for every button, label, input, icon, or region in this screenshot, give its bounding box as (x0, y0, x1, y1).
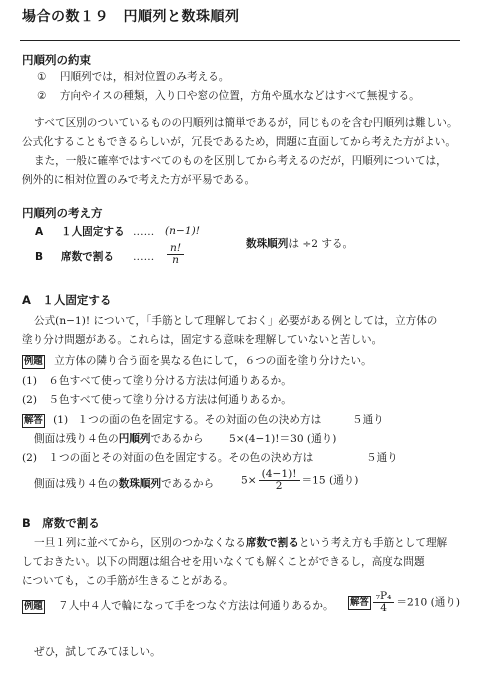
section-a-heading: A １人固定する (22, 293, 112, 307)
answer-2-line-1 (22, 452, 313, 465)
answer-1-line-2-pre: 側面は残り４色の (34, 433, 119, 445)
approach-b-denominator: n (172, 254, 179, 267)
section-a-p2: 塗り分け問題がある。これらは，固定する意味を理解していないと苦しい。 (22, 334, 383, 346)
answer-1-line-2 (34, 433, 204, 446)
intro-line-2: 公式化することもできるらしいが，冗長であるため，問題に直面してから考えた方がよい。 (22, 136, 456, 148)
question-1-text: ６色すべて使って塗り分ける方法は何通りあるか。 (48, 375, 292, 387)
answer-1-line-2-post: であるから (150, 433, 204, 445)
approach-b-label: 席数で割る (61, 251, 114, 263)
promise-item-1 (37, 71, 229, 84)
intro-line-4: 例外的に相対位置のみで考えた方が平易である。 (22, 174, 256, 186)
section-b-p2: しておきたい。以下の問題は組合せを用いなくても解くことができるし，高度な問題 (22, 556, 425, 568)
answer-1-line-2-bold: 円順列 (118, 433, 151, 445)
answer-b-tag: 解答 (350, 596, 369, 608)
approach-a-letter: A (35, 226, 44, 238)
question-1-num: (1) (22, 375, 38, 387)
answer-2-value-2 (241, 469, 358, 492)
title-rule (20, 40, 460, 41)
answer-b-fraction-den: 4 (380, 602, 387, 615)
answer-2-num: (2) (22, 452, 38, 464)
section-b-p1-post: という考え方も手筋として理解 (298, 537, 448, 549)
approach-a-dots: …… (133, 226, 155, 238)
answer-2-fraction-den: 2 (275, 480, 283, 493)
page-title: 場合の数１９ 円順列と数珠順列 (22, 9, 240, 25)
section-b-answer (348, 591, 460, 614)
answer-b-value: ＝210 (通り) (396, 596, 461, 609)
answer-b-fraction-num: ₇P₄ (373, 591, 395, 603)
answer-2-value-2-post: ＝15 (通り) (301, 474, 359, 487)
question-2-num: (2) (22, 394, 38, 406)
answer-tag: 解答 (24, 415, 43, 426)
section-b-p1-pre: 一旦１列に並べてから，区別のつかなくなる (34, 537, 246, 549)
approach-heading: 円順列の考え方 (22, 206, 103, 220)
section-b-p3: についても，この手筋が生きることがある。 (22, 575, 234, 587)
promise-item-2-num: ② (37, 90, 47, 102)
example-tag: 例題 (24, 356, 43, 367)
closing-text: ぜひ，試してみてほしい。 (34, 646, 161, 658)
intro-line-1: すべて区別のついているものの円順列は簡単であるが，同じものを含む円順列は難しい。 (34, 117, 458, 129)
section-b-heading: B 席数で割る (22, 516, 100, 530)
example-b-tag: 例題 (24, 601, 43, 612)
section-a-example (22, 355, 372, 369)
example-b-text: ７人中４人で輪になって手をつなぐ方法は何通りあるか。 (58, 600, 334, 612)
answer-2-line-2 (34, 478, 214, 491)
approach-b-fraction (165, 243, 186, 266)
juzu-note (246, 238, 353, 251)
promise-heading: 円順列の約束 (22, 53, 91, 67)
promise-item-1-text: 円順列では，相対位置のみ考える。 (59, 71, 230, 83)
answer-2-value-2-pre: 5× (241, 474, 257, 487)
answer-2-line-2-post: であるから (161, 478, 215, 490)
approach-b-dots: …… (133, 251, 155, 263)
approach-a-label: １人固定する (61, 226, 125, 238)
answer-1-num: (1) (53, 414, 69, 426)
question-2 (22, 394, 292, 407)
intro-line-3: また，一般に確率ではすべてのものを区別してから考えるのだが，円順列については， (34, 155, 447, 167)
section-a-p1: 公式(n−1)! について，「手筋として理解しておく」必要がある例としては，立方体の (34, 315, 438, 327)
answer-1-line-1 (22, 414, 321, 428)
juzu-note-rest: は ÷2 する。 (288, 238, 354, 250)
answer-2-line-2-pre: 側面は残り４色の (34, 478, 119, 490)
approach-b-numerator: n! (167, 243, 184, 255)
section-b-p1 (34, 537, 447, 550)
promise-item-2-text: 方向やイスの種類，入り口や窓の位置，方角や風水などはすべて無視する。 (59, 90, 420, 102)
example-text: 立方体の隣り合う面を異なる色にして，６つの面を塗り分けたい。 (54, 355, 372, 367)
section-b-p1-bold: 席数で割る (245, 537, 299, 549)
approach-a-formula: (n−1)! (165, 225, 200, 237)
question-2-text: ５色すべて使って塗り分ける方法は何通りあるか。 (48, 394, 292, 406)
question-1 (22, 375, 292, 388)
juzu-note-bold: 数珠順列 (246, 238, 289, 250)
promise-item-1-num: ① (37, 71, 47, 83)
promise-item-2 (37, 90, 420, 103)
answer-2-fraction-num: (4−1)! (259, 469, 300, 481)
answer-2-value-1: ５通り (366, 452, 398, 464)
answer-1-text: １つの面の色を固定する。その対面の色の決め方は (77, 414, 322, 426)
answer-1-value-1: ５通り (352, 414, 384, 426)
approach-b-letter: B (35, 251, 44, 263)
answer-1-value-2: 5×(4−1)!＝30 (通り) (229, 433, 337, 445)
answer-2-text: １つの面とその対面の色を固定する。その色の決め方は (48, 452, 314, 464)
answer-2-line-2-bold: 数珠順列 (118, 478, 162, 490)
section-b-example (22, 600, 334, 614)
